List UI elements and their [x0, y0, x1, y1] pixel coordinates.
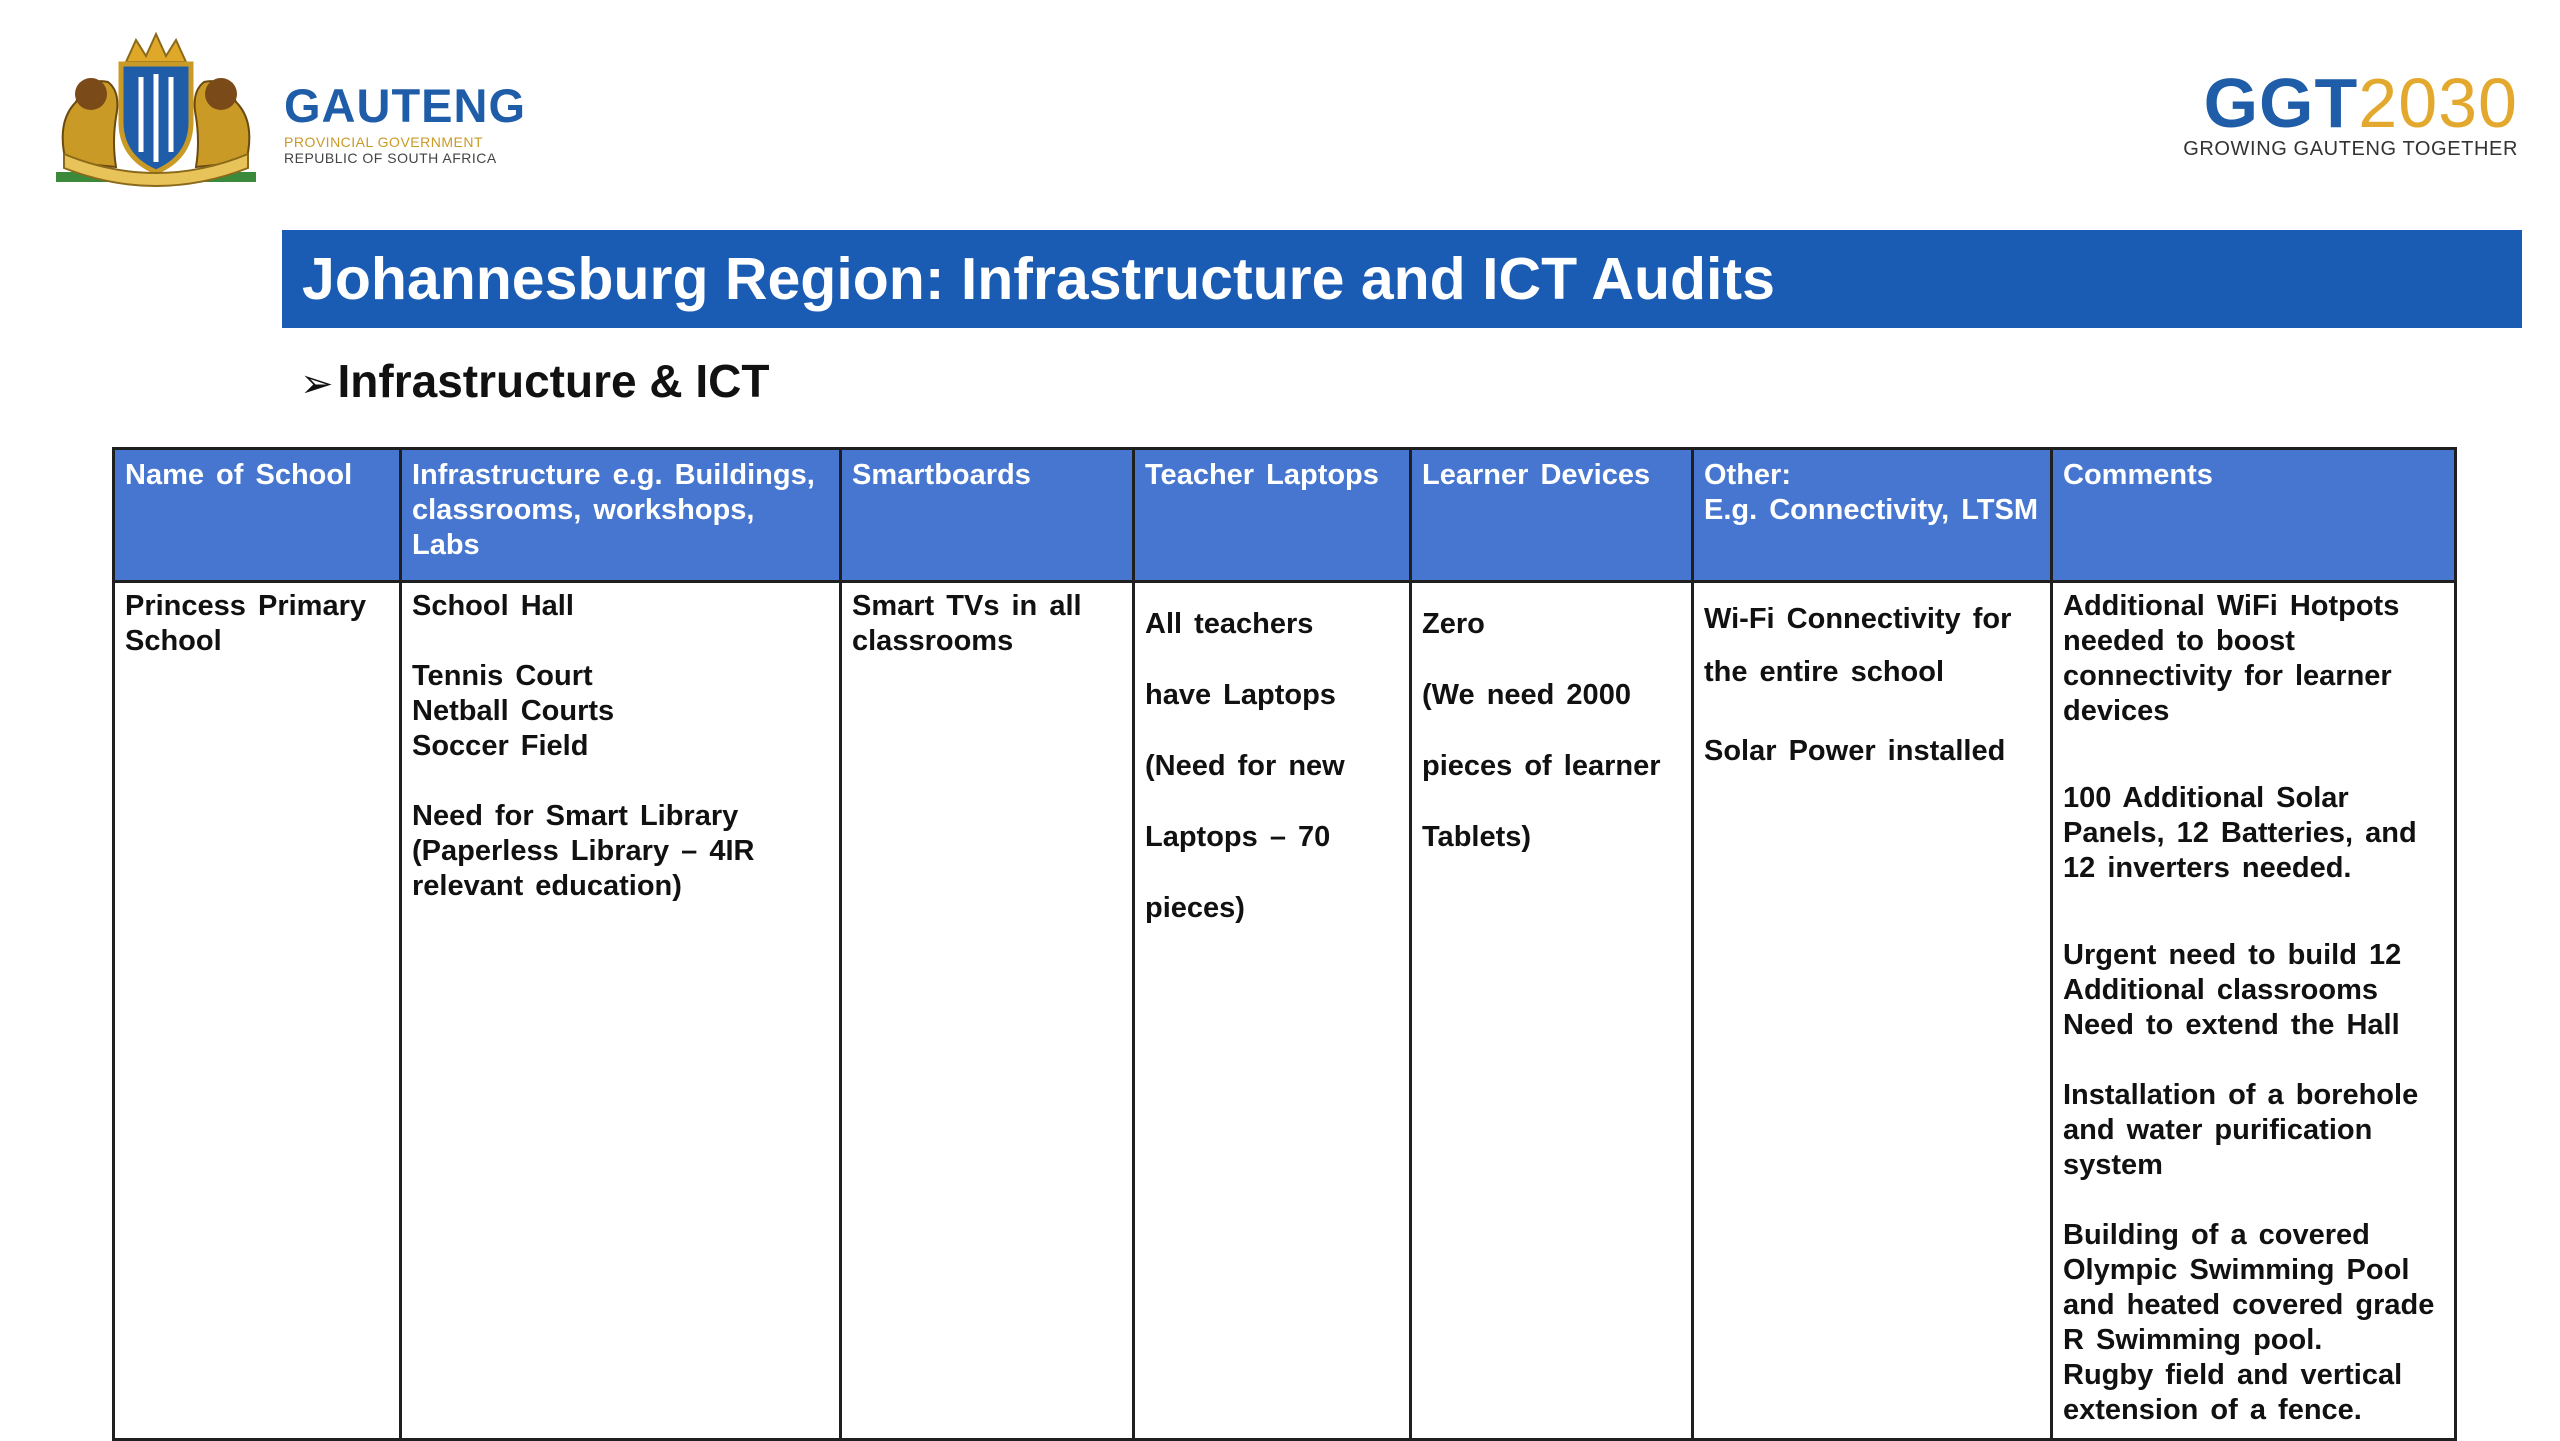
cell-teacher-laptops: All teachers have Laptops (Need for new Laptops – 70 pieces) — [1134, 582, 1411, 1440]
gauteng-wordmark: GAUTENG — [284, 79, 526, 132]
header-other: Other: E.g. Connectivity, LTSM — [1693, 449, 2052, 582]
cell-school: Princess Primary School — [114, 582, 401, 1440]
ggt2030-logo — [2183, 66, 2518, 161]
ggt-tagline: GROWING GAUTENG TOGETHER — [2183, 138, 2518, 160]
section-heading — [300, 356, 769, 409]
header-smartboards: Smartboards — [841, 449, 1134, 582]
cell-other: Wi-Fi Connectivity for the entire school Solar Power installed — [1693, 582, 2052, 1440]
cell-smartboards: Smart TVs in all classrooms — [841, 582, 1134, 1440]
cell-comments: Additional WiFi Hotpots needed to boost connectivity for learner devices 100 Additional Solar Panels, 12 Batteries, and 12 inverters needed. Urgent need to build 12 Additional classrooms Need to extend the Hall Installation of a borehole and water purification system Building of a covered Olympic Swimming Pool and heated covered grade R Swimming pool. Rugby field and vertical extension of a fence. — [2052, 582, 2456, 1440]
table-row — [114, 582, 2456, 1440]
audit-table — [112, 447, 2457, 1441]
ggt-wordmark: GGT — [2203, 64, 2359, 142]
gauteng-logo — [46, 22, 526, 187]
header-teacher-laptops: Teacher Laptops — [1134, 449, 1411, 582]
ggt-year: 2030 — [2358, 64, 2518, 142]
gauteng-subtitle-provincial: PROVINCIAL GOVERNMENT — [284, 134, 484, 150]
page-title: Johannesburg Region: Infrastructure and ICT Audits — [302, 246, 1775, 312]
gauteng-coat-of-arms-icon — [46, 22, 266, 187]
gauteng-subtitle-republic: REPUBLIC OF SOUTH AFRICA — [284, 150, 497, 166]
header-name-of-school: Name of School — [114, 449, 401, 582]
header-infrastructure: Infrastructure e.g. Buildings, classrooms, workshops, Labs — [401, 449, 841, 582]
arrow-bullet-icon: ➢ — [300, 362, 334, 406]
table-header-row — [114, 449, 2456, 582]
header-learner-devices: Learner Devices — [1411, 449, 1693, 582]
section-heading-text: Infrastructure & ICT — [337, 355, 770, 407]
cell-infrastructure: School Hall Tennis Court Netball Courts Soccer Field Need for Smart Library (Paperless Library – 4IR relevant education) — [401, 582, 841, 1440]
header-comments: Comments — [2052, 449, 2456, 582]
cell-learner-devices: Zero (We need 2000 pieces of learner Tablets) — [1411, 582, 1693, 1440]
title-banner — [282, 230, 2522, 328]
